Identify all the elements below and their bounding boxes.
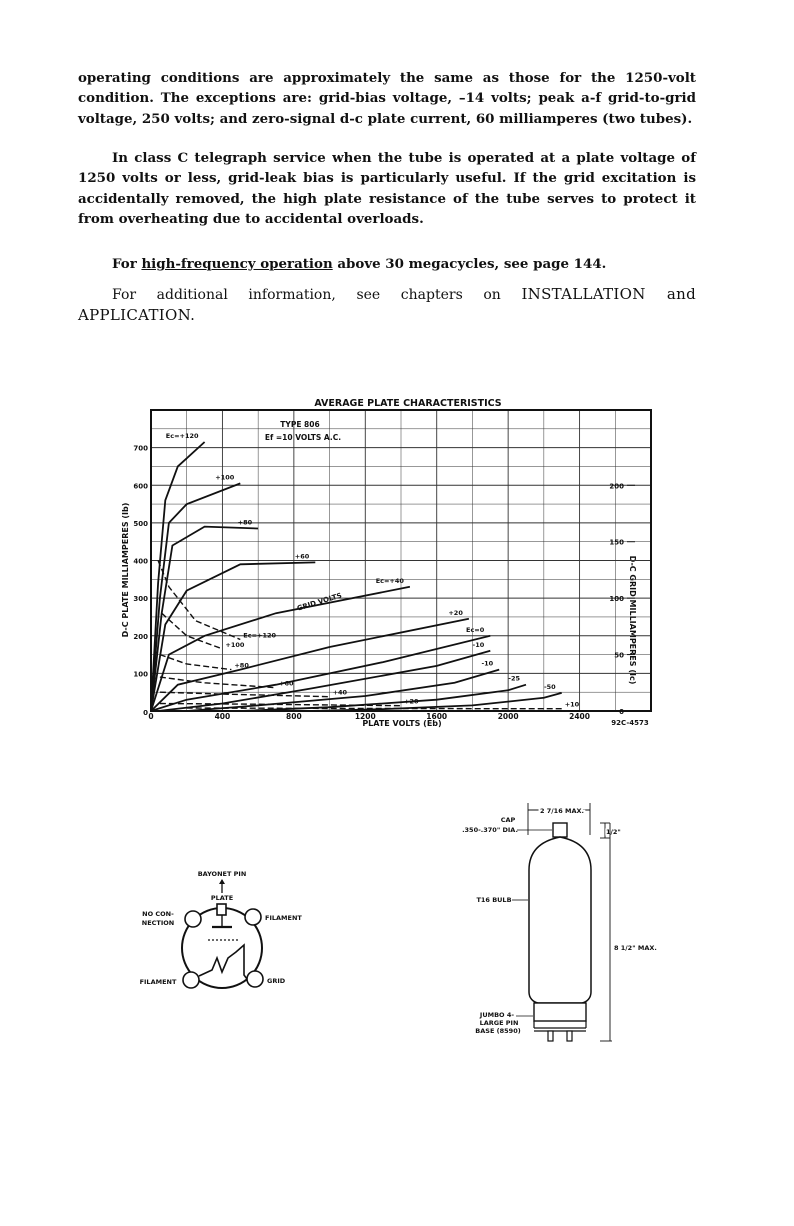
y-tick-label: 300 [133,595,148,604]
base-outline [182,908,262,988]
no-connection-label-1: NO CON- [142,910,174,918]
y-tick-label: 600 [133,482,148,491]
x-tick-label: 2400 [569,712,591,721]
x-tick-label: 1200 [354,712,376,721]
filament-left-label: FILAMENT [139,978,177,986]
grid-volts-annotation: GRID VOLTS [296,591,343,613]
chart-frame [151,410,651,711]
y-tick-label: 500 [133,519,148,528]
plate-curve-label: +80 [237,518,253,527]
grid-curve-label: +60 [279,679,294,688]
grid-pin-label: GRID [267,977,286,985]
plate-curve-label: -50 [543,682,556,691]
plate-curve-label: -10 [481,659,494,668]
grid-curve-label: Ec=+120 [243,631,277,640]
plate-curve [151,442,205,711]
plate-curve [312,693,562,711]
y-tick-label: 400 [133,557,148,566]
base-pin-2 [567,1031,572,1041]
cap-diameter-label: .350-.370" DIA. [462,826,518,834]
cap-label: CAP [500,816,516,824]
grid-curve [187,708,562,709]
grid-curve [160,655,232,670]
pin-grid [247,971,263,987]
y2-tick-label: 200 [609,482,624,491]
grid-curve-label: +40 [332,688,348,697]
x-tick-label: 0 [148,712,154,721]
filament-electrode [199,945,247,979]
y-tick-label: 200 [133,632,148,641]
grid-curve-label: +80 [234,661,249,670]
plate-curve [158,651,490,711]
plate-curve [151,636,490,711]
grid-curve-label: +10 [564,700,580,709]
x-tick-label: 800 [286,712,302,721]
y-tick-label: 100 [133,670,148,679]
paragraph-4-pre: For additional information, see chapters on [112,287,522,303]
paragraph-1: operating conditions are approximately the same as those for the 1250-volt condition. The exceptions are: grid-bias voltage, –14 volts; peak a-f grid-to-grid voltage, 250 volts; and zero-signal d-c plate current, 60 milliamperes (two tubes). [78,70,696,127]
plate-pin-label: PLATE [210,894,234,902]
figure-code: 92C-4573 [611,719,649,727]
bayonet-arrowhead [219,879,225,884]
high-frequency-link[interactable]: high-frequency operation [141,256,333,272]
plate-curve-label: +60 [294,552,310,561]
base-label-1: JUMBO 4- [479,1011,515,1019]
grid-curve [160,692,330,697]
y2-tick-label: 150 [609,538,624,547]
paragraph-2: In class C telegraph service when the tube is operated at a plate voltage of 1250 volts or less, grid-leak bias is particularly useful. If the grid excitation is accidentally removed, the high plate resistance of the tube serves to protect it from overheating due to accidental overloads. [78,150,696,227]
paragraph-3-post: above 30 megacycles, see page 144. [332,256,607,272]
grid-curve [160,677,276,688]
chart-subtitle-filament: Ef =10 VOLTS A.C. [264,433,342,442]
paragraph-3-pre: For [112,256,142,272]
y2-tick-label: 100 [609,595,624,604]
y2-tick-label: 50 [614,651,624,660]
pin-no-connection [185,911,201,927]
plate-curve-label: Ec=0 [466,625,485,634]
y2-tick-label: 0 [619,708,624,716]
grid-curve [158,561,240,640]
plate-curve [151,527,258,711]
plate-curve-label: Ec=+120 [165,431,199,440]
tube-base [534,1003,586,1021]
width-dimension: 2 7/16 MAX. [540,807,584,815]
plate-curve-label: -10 [472,640,485,649]
plate-curve-label: -25 [508,674,520,683]
x-tick-label: 1600 [426,712,448,721]
plate-curve [151,562,315,711]
chart-subtitle-type: TYPE 806 [280,420,320,429]
grid-curve-label: +100 [225,640,245,649]
plate-curve-label: +100 [215,473,235,482]
chapter-names: INSTALLATION and APPLICATION. [78,285,697,325]
chart-title: AVERAGE PLATE CHARACTERISTICS [314,398,502,409]
y-tick-label: 700 [133,444,148,453]
bayonet-pin-label: BAYONET PIN [197,870,247,878]
bayonet-pin [217,904,226,915]
plate-curve-label: +20 [448,608,463,617]
base-label-2: LARGE PIN [479,1019,519,1027]
y-tick-label: 0 [143,709,148,717]
grid-curve-label: +20 [404,697,419,706]
cap-height-dimension: 1/2" [606,828,621,836]
grid-curve [160,704,401,706]
y2-axis-label: D-C GRID MILLIAMPERES (Ic) [628,555,637,685]
plate-curve [240,685,526,711]
plate-curve-label: Ec=+40 [375,576,404,585]
grid-curve [162,613,223,649]
paragraph-4 [78,284,696,327]
tube-cap [553,823,567,837]
pin-filament-right [245,909,261,925]
x-axis-label: PLATE VOLTS (Eb) [362,719,442,728]
no-connection-label-2: NECTION [141,919,175,927]
height-dimension: 8 1/2" MAX. [614,944,657,952]
plate-curve [187,670,500,711]
plate-curve [151,483,240,711]
plate-curve [151,587,410,711]
y-axis-label: D-C PLATE MILLIAMPERES (Ib) [121,502,130,638]
filament-right-label: FILAMENT [265,914,302,922]
tube-bulb [529,837,591,1003]
base-pin-1 [548,1031,553,1041]
bulb-label: T16 BULB [476,896,512,904]
paragraph-3 [78,254,696,274]
plate-curve [151,619,469,711]
x-tick-label: 400 [214,712,231,721]
pin-filament-left [183,972,199,988]
base-label-3: BASE (8590) [475,1027,521,1035]
x-tick-label: 2000 [497,712,519,721]
